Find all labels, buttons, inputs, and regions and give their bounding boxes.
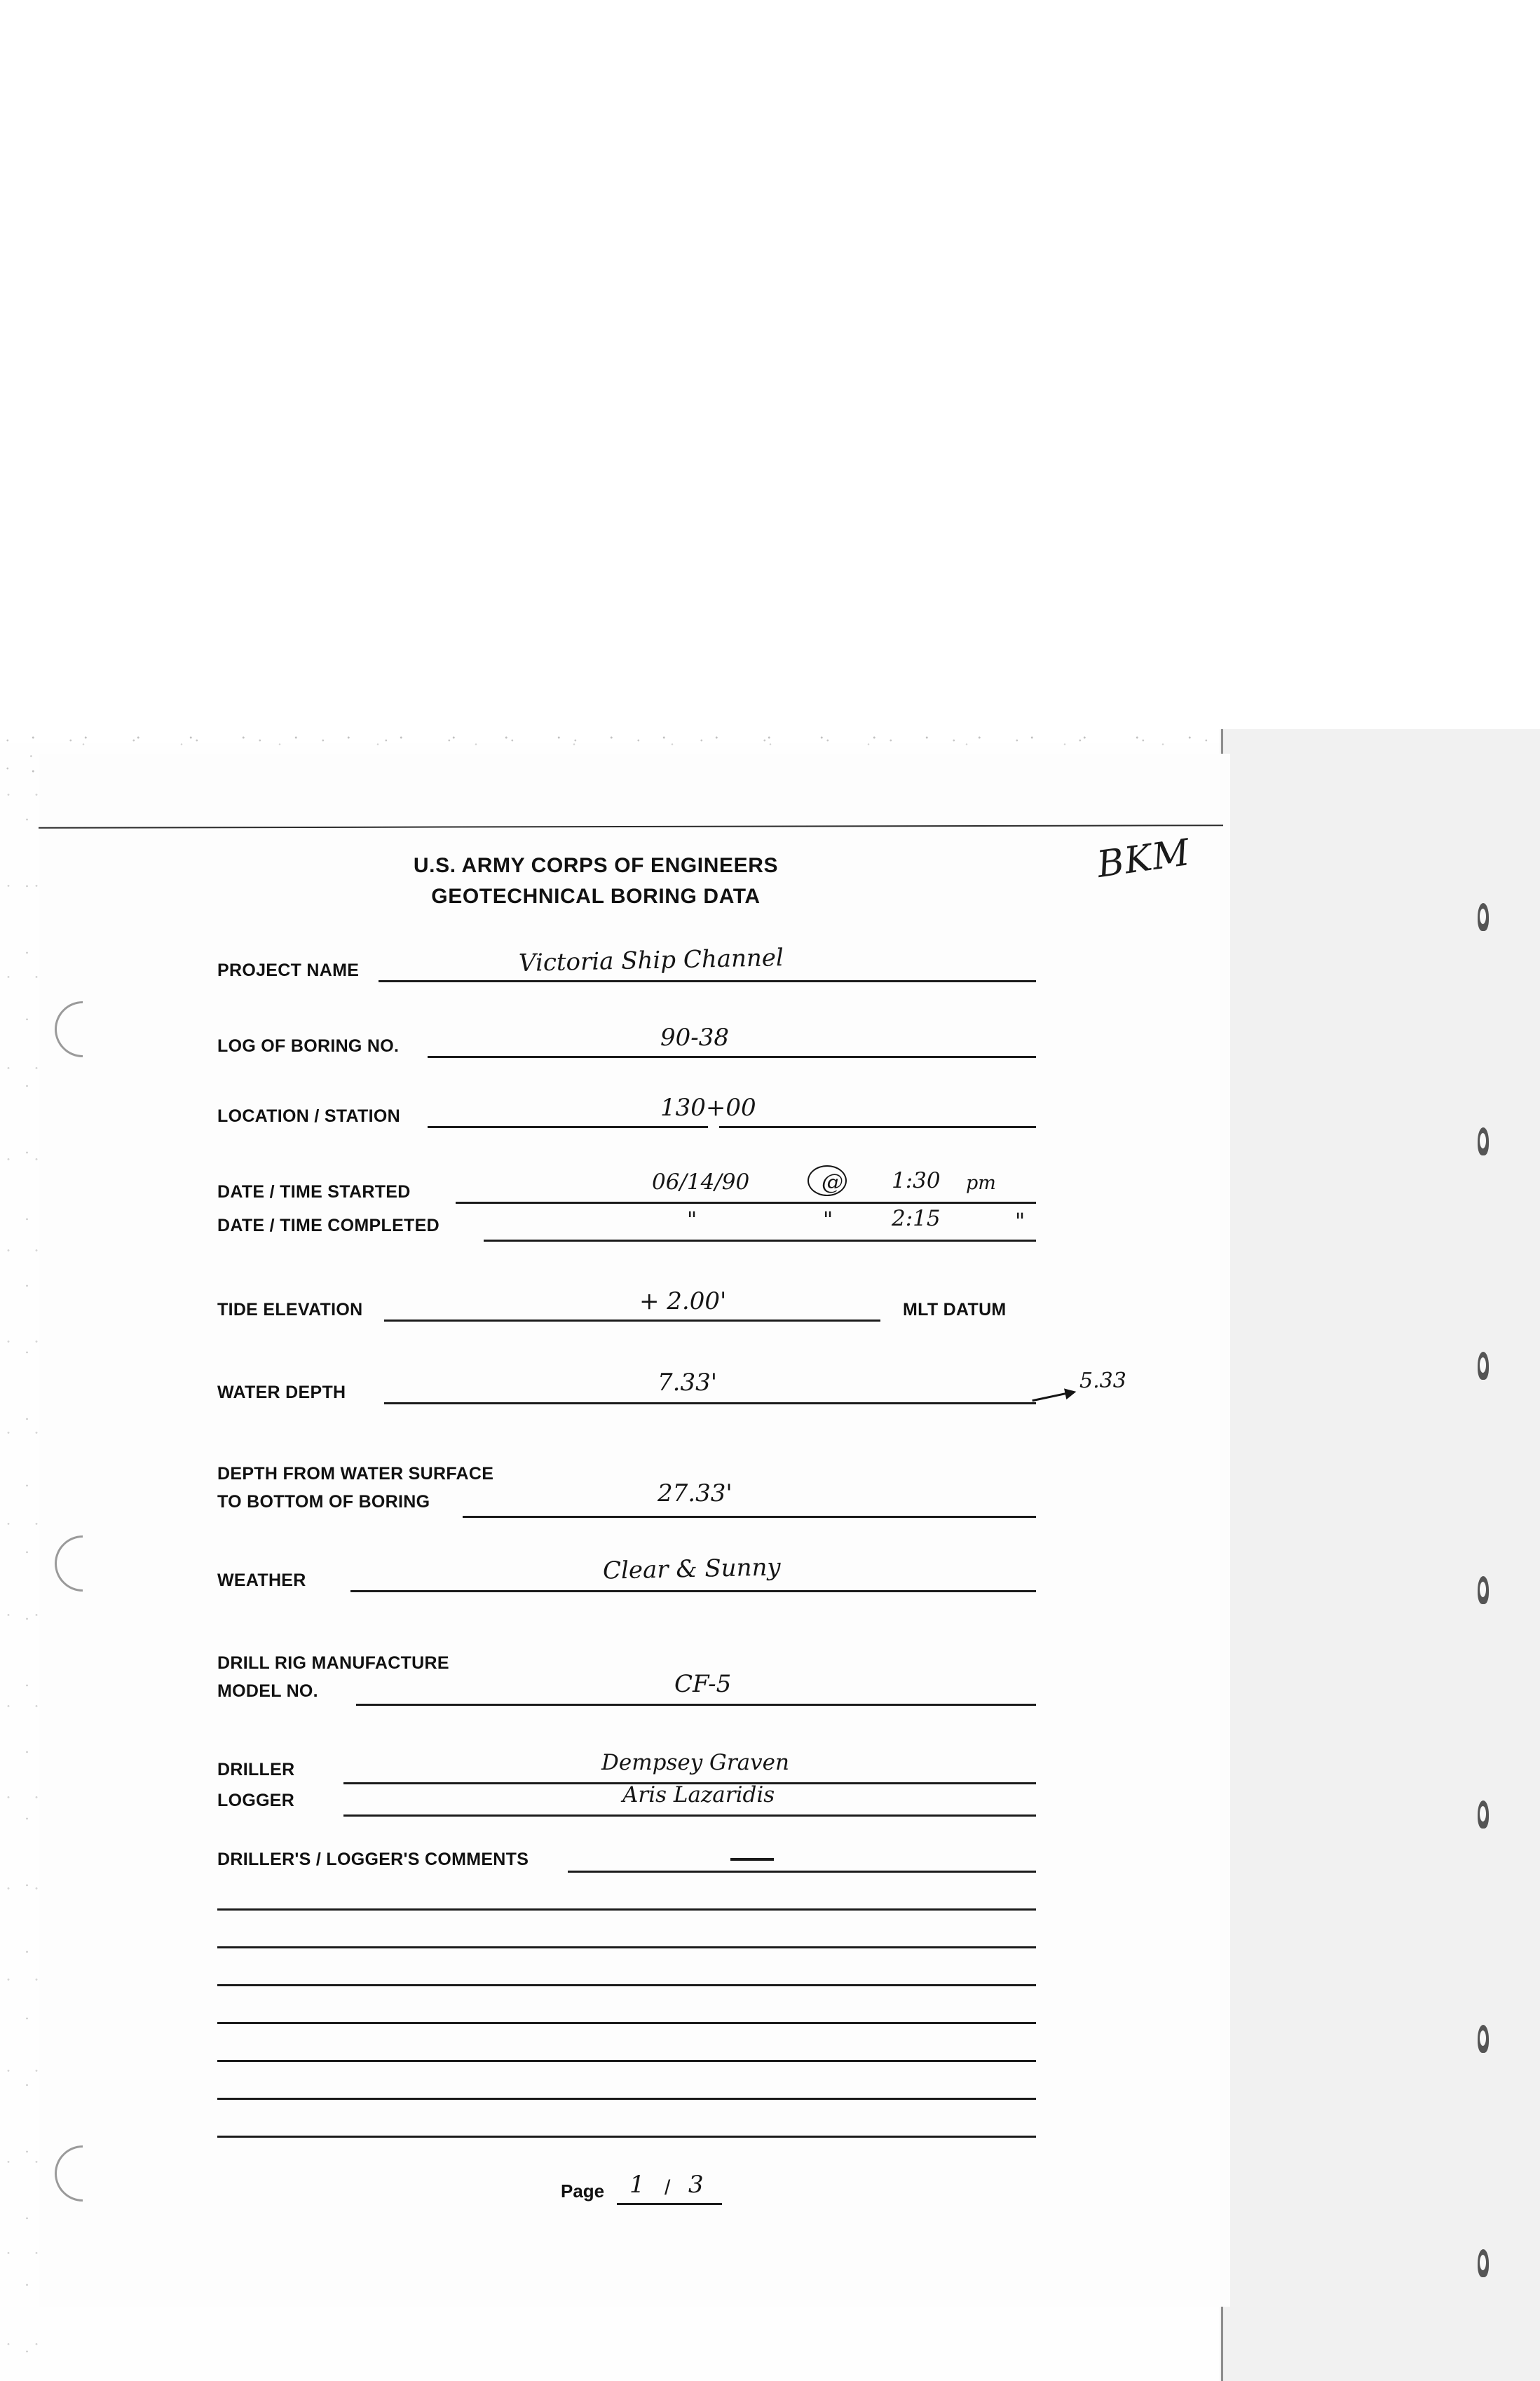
value-weather: Clear & Sunny xyxy=(602,1553,782,1585)
label-drill-rig-manufacture: DRILL RIG MANUFACTURE xyxy=(217,1653,449,1673)
rule-page-number xyxy=(617,2203,722,2205)
handwritten-initials-annotation: BKM xyxy=(1094,832,1193,886)
rule-project-name xyxy=(379,980,1036,982)
rule-depth-to-bottom xyxy=(463,1516,1036,1518)
binder-mark-5 xyxy=(1478,1800,1489,1829)
rule-comments-2 xyxy=(217,1908,1036,1911)
label-drillers-loggers-comments: DRILLER'S / LOGGER'S COMMENTS xyxy=(217,1850,529,1869)
label-water-depth: WATER DEPTH xyxy=(217,1383,346,1402)
label-date-time-completed: DATE / TIME COMPLETED xyxy=(217,1216,439,1235)
rule-log-of-boring-no xyxy=(428,1056,1036,1058)
rule-comments-4 xyxy=(217,1984,1036,1986)
value-date-completed-ditto: " xyxy=(687,1207,697,1233)
rule-comments-1 xyxy=(568,1871,1036,1873)
rule-weather xyxy=(350,1590,1036,1592)
label-tide-elevation: TIDE ELEVATION xyxy=(217,1300,363,1320)
rule-date-time-started xyxy=(456,1202,1036,1204)
value-tide-elevation: + 2.00' xyxy=(639,1287,727,1315)
scan-right-margin xyxy=(1220,729,1540,2381)
label-log-of-boring-no: LOG OF BORING NO. xyxy=(217,1036,400,1056)
binder-mark-6 xyxy=(1478,2025,1489,2053)
at-symbol-circle xyxy=(808,1165,847,1196)
binder-mark-3 xyxy=(1478,1352,1489,1380)
label-mlt-datum: MLT DATUM xyxy=(903,1300,1007,1320)
value-time-started: 1:30 xyxy=(892,1168,941,1193)
binder-mark-1 xyxy=(1478,903,1489,931)
value-driller: Dempsey Graven xyxy=(601,1750,789,1775)
rule-comments-7 xyxy=(217,2098,1036,2100)
value-project-name: Victoria Ship Channel xyxy=(518,944,784,977)
scan-top-margin xyxy=(0,0,1540,743)
rule-comments-6 xyxy=(217,2060,1036,2062)
label-model-no: MODEL NO. xyxy=(217,1681,318,1701)
binder-mark-4 xyxy=(1478,1576,1489,1604)
label-project-name: PROJECT NAME xyxy=(217,961,360,980)
rule-tide-elevation xyxy=(384,1320,880,1322)
binder-mark-2 xyxy=(1478,1127,1489,1155)
page-label: Page xyxy=(561,2180,605,2202)
value-water-depth-margin-note: 5.33 xyxy=(1079,1369,1126,1393)
label-date-time-started: DATE / TIME STARTED xyxy=(217,1182,411,1202)
rule-comments-5 xyxy=(217,2022,1036,2024)
value-depth-to-bottom: 27.33' xyxy=(657,1479,732,1507)
rule-location-station-a xyxy=(428,1126,708,1128)
form-title-line1: U.S. ARMY CORPS OF ENGINEERS xyxy=(413,854,779,877)
value-time-completed: 2:15 xyxy=(892,1206,941,1231)
value-comments-dash xyxy=(730,1858,774,1861)
rule-date-time-completed xyxy=(484,1240,1036,1242)
label-driller: DRILLER xyxy=(217,1760,295,1779)
label-weather: WEATHER xyxy=(217,1571,306,1590)
form-sheet xyxy=(39,754,1230,2307)
rule-comments-8 xyxy=(217,2136,1036,2138)
value-location-station: 130+00 xyxy=(660,1094,756,1122)
value-time-completed-ditto: " xyxy=(1015,1209,1025,1234)
value-date-completed-ditto2: " xyxy=(823,1207,833,1233)
rule-water-depth xyxy=(384,1402,1036,1404)
label-to-bottom-of-boring: TO BOTTOM OF BORING xyxy=(217,1492,430,1512)
rule-location-station-b xyxy=(719,1126,1036,1128)
value-logger: Aris Lazaridis xyxy=(622,1782,775,1807)
page-separator: / xyxy=(665,2176,671,2199)
rule-model-no xyxy=(356,1704,1036,1706)
label-logger: LOGGER xyxy=(217,1791,295,1810)
page-number: 1 xyxy=(629,2171,645,2199)
page-total: 3 xyxy=(688,2171,704,2199)
value-time-started-meridiem: pm xyxy=(966,1172,996,1194)
value-water-depth: 7.33' xyxy=(657,1369,718,1397)
rule-logger xyxy=(343,1814,1036,1817)
form-title-line2: GEOTECHNICAL BORING DATA xyxy=(431,885,761,908)
value-log-of-boring-no: 90-38 xyxy=(660,1024,730,1052)
value-date-started-at-symbol: @ xyxy=(822,1169,843,1195)
label-location-station: LOCATION / STATION xyxy=(217,1106,400,1126)
label-depth-from-water-surface: DEPTH FROM WATER SURFACE xyxy=(217,1464,494,1484)
value-model-no: CF-5 xyxy=(674,1670,732,1698)
rule-comments-3 xyxy=(217,1946,1036,1948)
value-date-started: 06/14/90 xyxy=(652,1169,750,1195)
binder-mark-7 xyxy=(1478,2249,1489,2277)
